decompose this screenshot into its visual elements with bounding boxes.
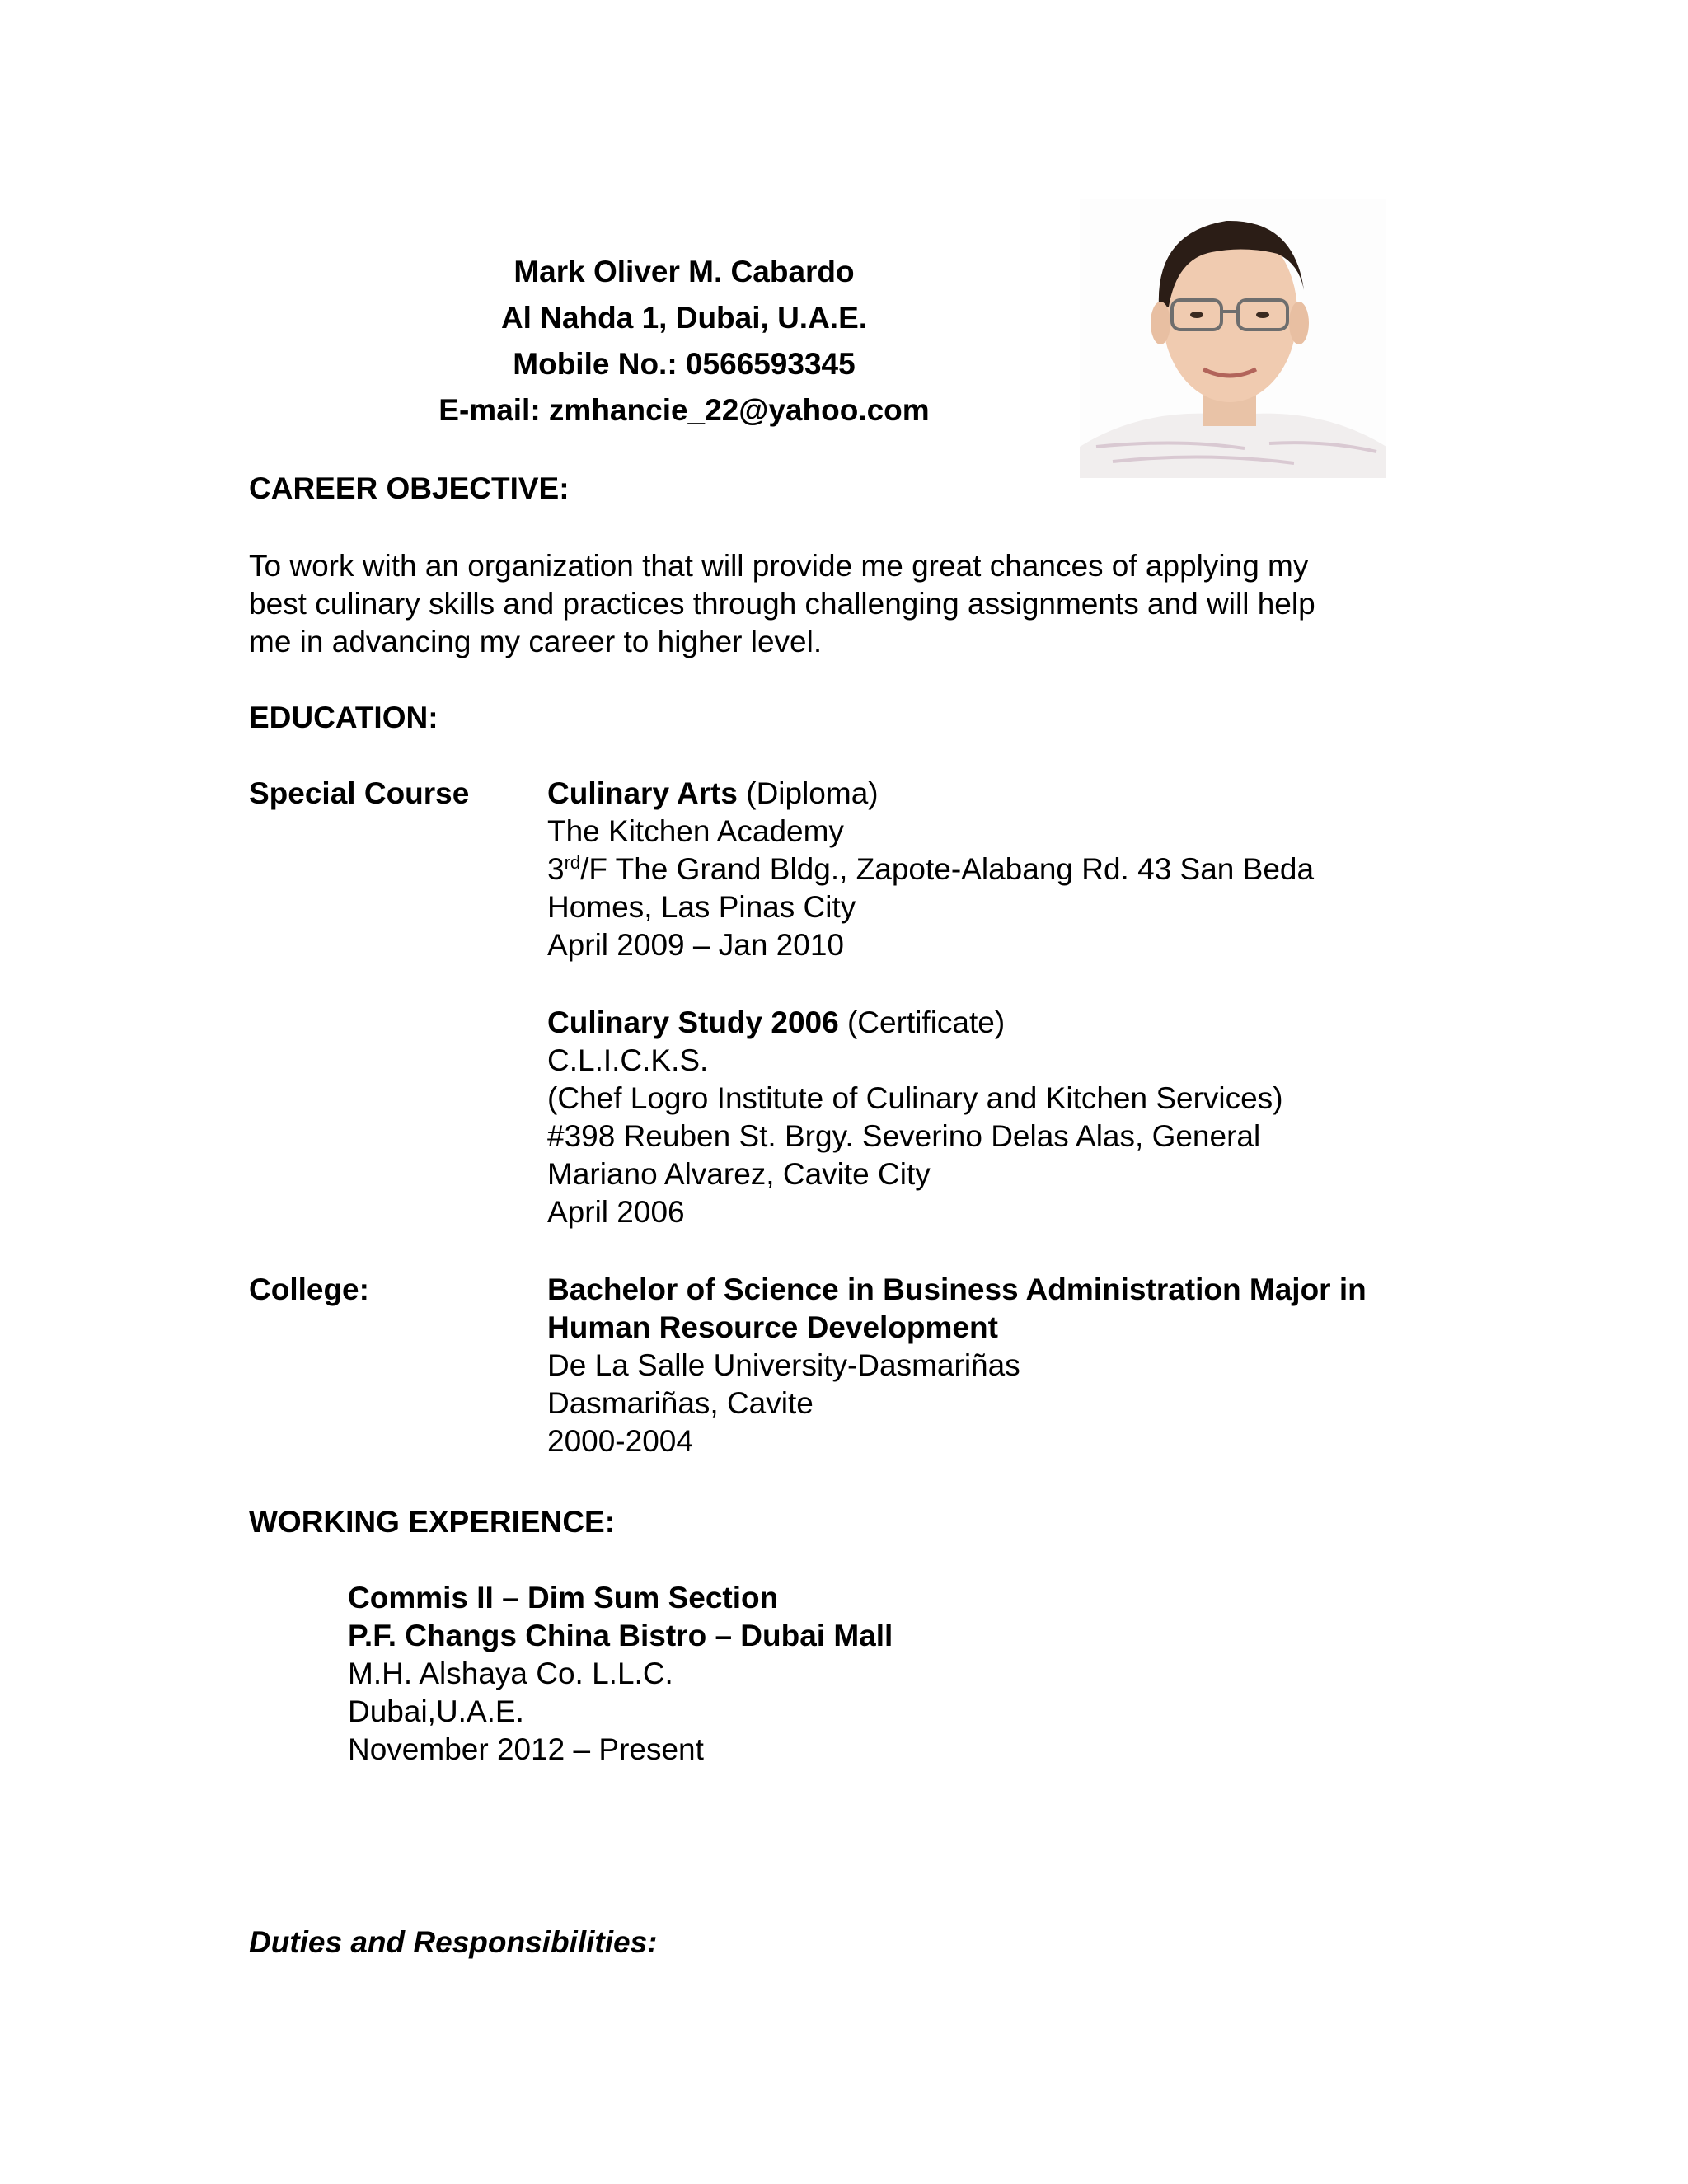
objective-line: To work with an organization that will provide me great chances of applying my [249,549,1309,583]
applicant-photo [1080,199,1386,478]
course-address-line: #398 Reuben St. Brgy. Severino Delas Alas, General [547,1119,1261,1153]
duties-heading: Duties and Responsibilities: [249,1925,658,1959]
course-address-line: Homes, Las Pinas City [547,890,856,924]
applicant-email: E-mail: zmhancie_22@yahoo.com [438,393,930,427]
job-employer: P.F. Changs China Bistro – Dubai Mall [348,1619,893,1652]
career-objective-text [249,547,1436,661]
course-type: (Diploma) [737,776,879,810]
job-company: M.H. Alshaya Co. L.L.C. [348,1657,673,1690]
college-degree: Human Resource Development [547,1310,998,1344]
course-address-line: Mariano Alvarez, Cavite City [547,1157,931,1191]
course-school: C.L.I.C.K.S. [547,1043,709,1077]
applicant-name: Mark Oliver M. Cabardo [513,255,855,288]
objective-line: me in advancing my career to higher level. [249,625,823,658]
job-dates: November 2012 – Present [348,1732,704,1766]
address-floor-suffix: rd [564,852,581,873]
applicant-mobile: Mobile No.: 0566593345 [513,347,856,381]
course-school: The Kitchen Academy [547,814,844,848]
applicant-address: Al Nahda 1, Dubai, U.A.E. [500,301,868,335]
college-degree: Bachelor of Science in Business Administration Major in [547,1272,1367,1306]
work-entry [348,1579,1172,1769]
course-title-line [547,1004,1470,1042]
college-label: College: [249,1272,369,1306]
course-dates: April 2009 – Jan 2010 [547,928,844,962]
culinary-study-entry [547,1004,1470,1231]
contact-header [346,249,1022,434]
special-course-label: Special Course [249,776,470,810]
course-type: (Certificate) [838,1005,1006,1039]
course-dates: April 2006 [547,1195,685,1229]
job-location: Dubai,U.A.E. [348,1694,524,1728]
course-school-full: (Chef Logro Institute of Culinary and Kitchen Services) [547,1081,1283,1115]
address-street: /F The Grand Bldg., Zapote-Alabang Rd. 43 San Beda [580,852,1315,886]
course-title: Culinary Study 2006 [547,1005,839,1039]
course-title-line [547,775,1470,813]
college-school: De La Salle University-Dasmariñas [547,1348,1020,1382]
college-location: Dasmariñas, Cavite [547,1386,814,1420]
course-address-line [547,851,1470,888]
education-heading: EDUCATION: [249,701,438,734]
objective-line: best culinary skills and practices through challenging assignments and will help [249,587,1315,621]
address-floor-number: 3 [547,852,565,886]
college-dates: 2000-2004 [547,1424,693,1458]
college-entry [547,1271,1470,1460]
job-position: Commis II – Dim Sum Section [348,1581,779,1615]
career-objective-heading: CAREER OBJECTIVE: [249,471,570,505]
working-experience-heading: WORKING EXPERIENCE: [249,1505,616,1539]
course-title: Culinary Arts [547,776,738,810]
culinary-arts-entry [547,775,1470,964]
